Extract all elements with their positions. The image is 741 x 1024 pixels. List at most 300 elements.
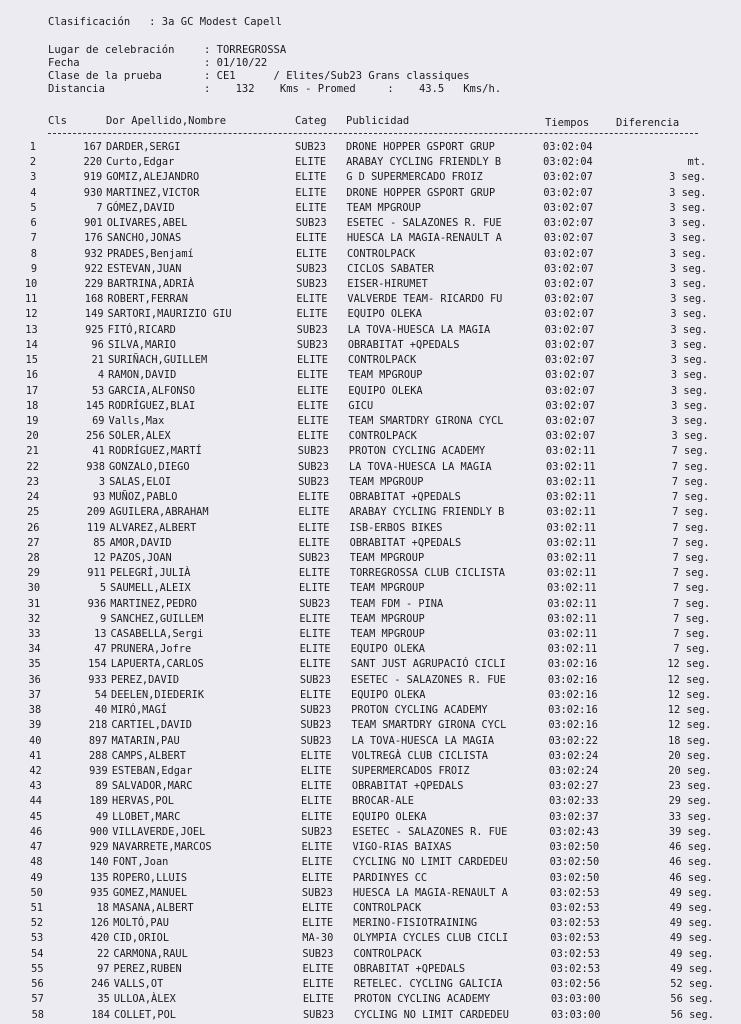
row-cls: 53 — [30, 932, 44, 944]
table-row — [0, 826, 741, 839]
row-cls: 21 — [26, 445, 39, 457]
table-row — [0, 963, 741, 976]
table-row — [0, 795, 741, 808]
row-dor: 901 — [84, 217, 103, 229]
row-difference: 49 seg. — [670, 948, 714, 960]
row-dor: 9 — [100, 613, 107, 625]
row-difference: mt. — [687, 156, 707, 168]
row-time: 03:02:16 — [548, 704, 598, 716]
row-dor: 929 — [89, 841, 109, 853]
row-cls: 27 — [27, 537, 40, 549]
row-team-name: VIGO-RIAS BAIXAS — [352, 841, 452, 853]
row-cls: 51 — [30, 902, 43, 914]
row-difference: 3 seg. — [669, 217, 707, 229]
row-rider-name: GOMEZ,MANUEL — [112, 887, 188, 899]
row-difference: 7 seg. — [672, 537, 710, 549]
row-cls: 43 — [29, 780, 42, 792]
table-row — [0, 719, 741, 732]
row-cls: 39 — [28, 719, 42, 731]
table-row — [0, 400, 741, 413]
row-time: 03:02:56 — [550, 978, 601, 990]
table-row — [0, 217, 741, 230]
row-difference: 7 seg. — [673, 643, 711, 655]
row-rider-name: CAMPS,ALBERT — [111, 750, 186, 762]
row-category: ELITE — [295, 187, 327, 199]
row-category: SUB23 — [300, 719, 332, 731]
row-dor: 7 — [96, 202, 103, 214]
row-category: SUB23 — [298, 552, 330, 564]
row-difference: 7 seg. — [672, 598, 711, 610]
row-time: 03:02:11 — [545, 461, 596, 473]
row-difference: 7 seg. — [672, 491, 710, 503]
row-dor: 93 — [92, 491, 106, 503]
row-rider-name: PRUNERA,Jofre — [110, 643, 192, 655]
row-cls: 3 — [30, 171, 37, 183]
table-row — [0, 750, 741, 763]
row-rider-name: PRADES,Benjamí — [106, 248, 194, 260]
row-difference: 39 seg. — [668, 826, 713, 838]
row-rider-name: SILVA,MARIO — [107, 339, 177, 351]
row-time: 03:02:04 — [543, 141, 593, 153]
row-dor: 167 — [83, 141, 102, 153]
row-cls: 48 — [30, 856, 43, 868]
lugar-value-line: : TORREGROSSA — [204, 44, 287, 56]
row-category: SUB23 — [297, 445, 329, 457]
table-row — [0, 993, 741, 1006]
row-rider-name: PAZOS,JOAN — [109, 552, 172, 564]
row-category: SUB23 — [301, 887, 333, 899]
row-cls: 17 — [25, 385, 39, 397]
row-rider-name: FITÓ,RICARD — [107, 324, 176, 336]
row-cls: 33 — [28, 628, 41, 640]
row-dor: 145 — [85, 400, 105, 412]
table-row — [0, 567, 741, 580]
row-team-name: TEAM SMARTDRY GIRONA CYCL — [351, 719, 507, 731]
row-cls: 8 — [30, 248, 37, 260]
row-rider-name: NAVARRETE,MARCOS — [112, 841, 212, 853]
row-dor: 85 — [93, 537, 106, 549]
row-cls: 57 — [31, 993, 44, 1005]
row-team-name: CONTROLPACK — [347, 354, 417, 366]
row-cls: 25 — [26, 506, 40, 518]
row-dor: 96 — [91, 339, 104, 351]
distancia-value-line: : 132 Kms - Promed : 43.5 Kms/h. — [204, 83, 502, 95]
table-row — [0, 202, 741, 215]
row-rider-name: SANCHO,JONAS — [106, 232, 182, 244]
row-time: 03:02:04 — [543, 156, 593, 168]
row-rider-name: LAPUERTA,CARLOS — [110, 658, 204, 670]
row-category: SUB23 — [296, 278, 328, 290]
row-dor: 922 — [84, 263, 104, 275]
row-team-name: DRONE HOPPER GSPORT GRUP — [346, 141, 495, 153]
row-team-name: OBRABITAT +QPEDALS — [353, 963, 466, 975]
row-rider-name: GOMIZ,ALEJANDRO — [106, 171, 200, 183]
row-dor: 168 — [84, 293, 104, 305]
row-dor: 41 — [92, 445, 105, 457]
row-category: ELITE — [302, 963, 334, 975]
table-row — [0, 917, 741, 930]
row-cls: 45 — [29, 811, 43, 823]
row-difference: 12 seg. — [667, 719, 712, 731]
classification-line: Clasificación : 3a GC Modest Capell — [48, 16, 282, 28]
row-time: 03:02:53 — [550, 932, 600, 944]
row-rider-name: SAUMELL,ALEIX — [110, 582, 191, 594]
row-difference: 3 seg. — [670, 339, 708, 351]
header-divider — [48, 133, 698, 134]
row-time: 03:02:53 — [550, 948, 601, 960]
row-dor: 919 — [83, 171, 103, 183]
row-cls: 2 — [29, 156, 37, 168]
row-category: ELITE — [301, 795, 333, 807]
row-dor: 420 — [90, 932, 110, 944]
row-rider-name: DARDER,SERGI — [106, 141, 181, 153]
row-team-name: ARABAY CYCLING FRIENDLY B — [346, 156, 502, 168]
row-dor: 89 — [95, 780, 108, 792]
row-time: 03:02:07 — [543, 232, 594, 244]
row-difference: 12 seg. — [667, 674, 711, 686]
row-time: 03:02:07 — [543, 248, 594, 260]
row-team-name: TEAM FDM - PINA — [350, 598, 444, 610]
row-team-name: TORREGROSSA CLUB CICLISTA — [349, 567, 505, 579]
row-category: SUB23 — [296, 263, 328, 275]
row-cls: 29 — [27, 567, 40, 579]
row-team-name: RETELEC. CYCLING GALICIA — [353, 978, 503, 990]
row-category: ELITE — [295, 171, 327, 183]
clase-value-line: : CE1 / Elites/Sub23 Grans classiques — [204, 70, 470, 82]
table-row — [0, 582, 741, 595]
row-time: 03:02:07 — [544, 339, 595, 351]
row-rider-name: ESTEVAN,JUAN — [107, 263, 182, 275]
row-team-name: HUESCA LA MAGIA-RENAULT A — [352, 887, 508, 899]
fecha-value-line: : 01/10/22 — [204, 57, 268, 69]
row-team-name: ARABAY CYCLING FRIENDLY B — [349, 506, 505, 518]
row-time: 03:02:27 — [548, 780, 599, 792]
row-team-name: CONTROLPACK — [348, 430, 417, 442]
row-team-name: OBRABITAT +QPEDALS — [349, 537, 462, 549]
row-rider-name: MOLTÓ,PAU — [113, 917, 169, 929]
row-team-name: LA TOVA-HUESCA LA MAGIA — [351, 735, 495, 747]
table-row — [0, 887, 741, 900]
col-categ: Categ — [295, 115, 327, 127]
table-row — [0, 461, 741, 474]
fecha-label: Fecha — [48, 57, 80, 69]
row-difference: 7 seg. — [672, 506, 710, 518]
row-cls: 13 — [25, 324, 38, 336]
table-row — [0, 430, 741, 443]
row-dor: 22 — [97, 948, 110, 960]
table-row — [0, 704, 741, 717]
row-time: 03:02:07 — [544, 263, 594, 275]
row-category: ELITE — [302, 993, 334, 1005]
row-category: ELITE — [295, 156, 327, 168]
row-team-name: LA TOVA-HUESCA LA MAGIA — [348, 461, 492, 473]
row-time: 03:02:07 — [543, 187, 594, 199]
table-row — [0, 278, 741, 291]
row-cls: 5 — [30, 202, 37, 214]
row-dor: 220 — [83, 156, 103, 168]
promed-value: 43.5 — [418, 83, 445, 95]
row-difference: 3 seg. — [670, 293, 708, 305]
row-dor: 933 — [88, 674, 107, 686]
row-dor: 930 — [83, 187, 103, 199]
row-team-name: ISB-ERBOS BIKES — [349, 522, 443, 534]
row-cls: 52 — [30, 917, 44, 929]
row-rider-name: GONZALO,DIEGO — [108, 461, 190, 473]
lugar-value: TORREGROSSA — [216, 44, 287, 56]
row-team-name: EQUIPO OLEKA — [351, 689, 426, 701]
row-time: 03:02:16 — [548, 719, 598, 731]
row-difference: 52 seg. — [670, 978, 714, 990]
row-rider-name: ROBERT,FERRAN — [107, 293, 188, 305]
row-team-name: ESETEC - SALAZONES R. FUE — [346, 217, 502, 229]
row-difference: 3 seg. — [670, 278, 708, 290]
row-category: ELITE — [298, 537, 330, 549]
row-difference: 3 seg. — [671, 385, 709, 397]
table-row — [0, 643, 741, 656]
row-difference: 18 seg. — [668, 735, 712, 747]
row-dor: 53 — [91, 385, 105, 397]
table-row — [0, 248, 741, 261]
row-team-name: EQUIPO OLEKA — [352, 811, 427, 823]
table-row — [0, 476, 741, 489]
row-difference: 7 seg. — [672, 522, 710, 534]
row-cls: 9 — [30, 263, 38, 275]
row-cls: 14 — [25, 339, 38, 351]
row-time: 03:02:07 — [544, 354, 595, 366]
row-team-name: TEAM MPGROUP — [350, 628, 425, 640]
row-cls: 19 — [26, 415, 39, 427]
row-category: ELITE — [299, 582, 331, 594]
row-dor: 126 — [90, 917, 110, 929]
row-rider-name: Valls,Max — [108, 415, 165, 427]
row-team-name: OBRABITAT +QPEDALS — [347, 339, 460, 351]
row-rider-name: AGUILERA,ABRAHAM — [109, 506, 209, 518]
row-cls: 41 — [29, 750, 42, 762]
row-category: ELITE — [300, 780, 332, 792]
kms-label: Kms - Promed — [279, 83, 356, 95]
row-dor: 13 — [94, 628, 107, 640]
row-rider-name: OLIVARES,ABEL — [106, 217, 188, 229]
row-cls: 42 — [29, 765, 42, 777]
row-time: 03:02:07 — [545, 415, 596, 427]
row-rider-name: ROPERO,LLUIS — [112, 872, 188, 884]
row-dor: 932 — [84, 248, 103, 260]
row-rider-name: MASANA,ALBERT — [113, 902, 194, 914]
row-dor: 5 — [99, 582, 107, 594]
table-row — [0, 187, 741, 200]
row-dor: 938 — [86, 461, 105, 473]
row-dor: 21 — [91, 354, 104, 366]
row-category: ELITE — [298, 567, 330, 579]
row-time: 03:02:11 — [547, 598, 597, 610]
row-team-name: TEAM MPGROUP — [350, 582, 425, 594]
row-team-name: CONTROLPACK — [353, 948, 422, 960]
table-row — [0, 293, 741, 306]
row-dor: 229 — [84, 278, 104, 290]
row-category: SUB23 — [301, 826, 333, 838]
row-time: 03:02:33 — [549, 795, 599, 807]
row-category: ELITE — [299, 643, 331, 655]
table-row — [0, 780, 741, 793]
row-difference: 12 seg. — [667, 658, 711, 670]
row-team-name: ESETEC - SALAZONES R. FUE — [352, 826, 508, 838]
row-team-name: TEAM SMARTDRY GIRONA CYCL — [348, 415, 504, 427]
row-time: 03:02:11 — [546, 567, 597, 579]
row-rider-name: FONT,Joan — [112, 856, 169, 868]
row-rider-name: SURIÑACH,GUILLEM — [107, 354, 208, 366]
row-rider-name: SARTORI,MAURIZIO GIU — [107, 308, 232, 320]
row-time: 03:02:07 — [544, 293, 594, 305]
row-team-name: PROTON CYCLING ACADEMY — [348, 445, 486, 457]
row-difference: 33 seg. — [668, 811, 713, 823]
row-cls: 4 — [30, 187, 37, 199]
row-rider-name: ULLOA,ÀLEX — [113, 993, 176, 1005]
row-time: 03:02:16 — [548, 689, 598, 701]
row-rider-name: LLOBET,MARC — [112, 811, 181, 823]
table-row — [0, 1009, 741, 1022]
row-dor: 4 — [97, 369, 105, 381]
row-cls: 22 — [26, 461, 39, 473]
row-team-name: PROTON CYCLING ACADEMY — [353, 993, 491, 1005]
row-category: ELITE — [300, 689, 332, 701]
row-category: SUB23 — [296, 324, 328, 336]
row-rider-name: CID,ORIOL — [113, 932, 170, 944]
table-row — [0, 141, 741, 154]
row-time: 03:02:11 — [546, 506, 596, 518]
row-dor: 925 — [85, 324, 104, 336]
table-row — [0, 369, 741, 382]
row-difference: 49 seg. — [669, 887, 713, 899]
row-team-name: SANT JUST AGRUPACIÓ CICLI — [350, 658, 506, 670]
table-row — [0, 308, 741, 321]
row-difference: 3 seg. — [670, 308, 708, 320]
row-time: 03:02:11 — [546, 476, 596, 488]
row-difference: 7 seg. — [673, 628, 711, 640]
row-dor: 209 — [86, 506, 106, 518]
table-row — [0, 978, 741, 991]
row-category: SUB23 — [298, 476, 330, 488]
row-difference: 7 seg. — [672, 582, 711, 594]
row-category: ELITE — [299, 658, 331, 670]
row-rider-name: MARTINEZ,VICTOR — [106, 187, 200, 199]
table-row — [0, 932, 741, 945]
table-row — [0, 948, 741, 961]
row-difference: 7 seg. — [672, 567, 710, 579]
row-category: SUB23 — [300, 704, 332, 716]
row-rider-name: GARCIA,ALFONSO — [108, 385, 196, 397]
row-dor: 97 — [97, 963, 110, 975]
row-dor: 35 — [97, 993, 110, 1005]
row-category: ELITE — [300, 750, 332, 762]
fecha-value: 01/10/22 — [216, 57, 268, 69]
row-time: 03:02:11 — [546, 552, 597, 564]
row-time: 03:02:11 — [546, 522, 597, 534]
row-team-name: VALVERDE TEAM- RICARDO FU — [347, 293, 503, 305]
row-category: ELITE — [301, 841, 333, 853]
row-cls: 24 — [26, 491, 40, 503]
row-rider-name: SALAS,ELOI — [109, 476, 172, 488]
row-difference: 12 seg. — [667, 689, 712, 701]
table-row — [0, 811, 741, 824]
row-cls: 34 — [28, 643, 41, 655]
table-row — [0, 689, 741, 702]
row-difference: 3 seg. — [669, 263, 708, 275]
row-cls: 36 — [28, 674, 41, 686]
row-category: SUB23 — [297, 461, 329, 473]
row-cls: 32 — [27, 613, 41, 625]
table-row — [0, 324, 741, 337]
row-team-name: OLYMPIA CYCLES CLUB CICLI — [353, 932, 509, 944]
row-difference: 3 seg. — [671, 430, 709, 442]
row-time: 03:02:11 — [547, 643, 598, 655]
row-cls: 47 — [30, 841, 43, 853]
row-dor: 119 — [86, 522, 106, 534]
row-difference: 49 seg. — [669, 917, 714, 929]
row-team-name: SUPERMERCADOS FROIZ — [351, 765, 470, 777]
row-time: 03:02:11 — [547, 628, 598, 640]
row-time: 03:02:07 — [543, 202, 594, 214]
row-rider-name: MARTINEZ,PEDRO — [110, 598, 197, 610]
table-row — [0, 354, 741, 367]
row-category: ELITE — [297, 369, 329, 381]
table-row — [0, 232, 741, 245]
row-rider-name: Curto,Edgar — [106, 156, 175, 168]
row-cls: 26 — [27, 522, 40, 534]
row-category: ELITE — [296, 293, 328, 305]
table-row — [0, 491, 741, 504]
row-category: SUB23 — [295, 217, 327, 229]
row-difference: 7 seg. — [672, 552, 710, 564]
row-rider-name: ALVAREZ,ALBERT — [109, 522, 197, 534]
kmh-label: Kms/h. — [463, 83, 502, 95]
col-cls: Cls — [48, 115, 67, 127]
row-dor: 18 — [96, 902, 109, 914]
row-difference: 3 seg. — [669, 187, 707, 199]
row-time: 03:02:16 — [547, 658, 598, 670]
row-dor: 897 — [88, 735, 108, 747]
row-difference: 3 seg. — [669, 248, 707, 260]
row-dor: 149 — [84, 308, 104, 320]
row-cls: 31 — [27, 598, 41, 610]
table-row — [0, 506, 741, 519]
row-difference: 49 seg. — [669, 932, 714, 944]
table-row — [0, 628, 741, 641]
table-row — [0, 522, 741, 535]
row-team-name: TEAM MPGROUP — [350, 613, 425, 625]
row-category: SUB23 — [302, 948, 334, 960]
row-dor: 176 — [84, 232, 103, 244]
row-category: ELITE — [302, 978, 334, 990]
row-time: 03:02:50 — [549, 872, 600, 884]
row-cls: 44 — [29, 795, 43, 807]
row-dor: 49 — [95, 811, 109, 823]
row-dor: 939 — [89, 765, 108, 777]
row-time: 03:02:53 — [550, 917, 600, 929]
table-row — [0, 902, 741, 915]
row-rider-name: CARTIEL,DAVID — [111, 719, 192, 731]
row-difference: 3 seg. — [669, 202, 707, 214]
row-time: 03:02:07 — [543, 171, 593, 183]
row-dor: 900 — [89, 826, 109, 838]
row-category: SUB23 — [296, 339, 328, 351]
row-cls: 28 — [27, 552, 40, 564]
row-category: ELITE — [301, 856, 333, 868]
row-category: SUB23 — [299, 598, 331, 610]
row-rider-name: GÓMEZ,DAVID — [106, 202, 175, 214]
table-row — [0, 735, 741, 748]
row-time: 03:02:24 — [548, 765, 599, 777]
row-team-name: HUESCA LA MAGIA-RENAULT A — [346, 232, 502, 244]
